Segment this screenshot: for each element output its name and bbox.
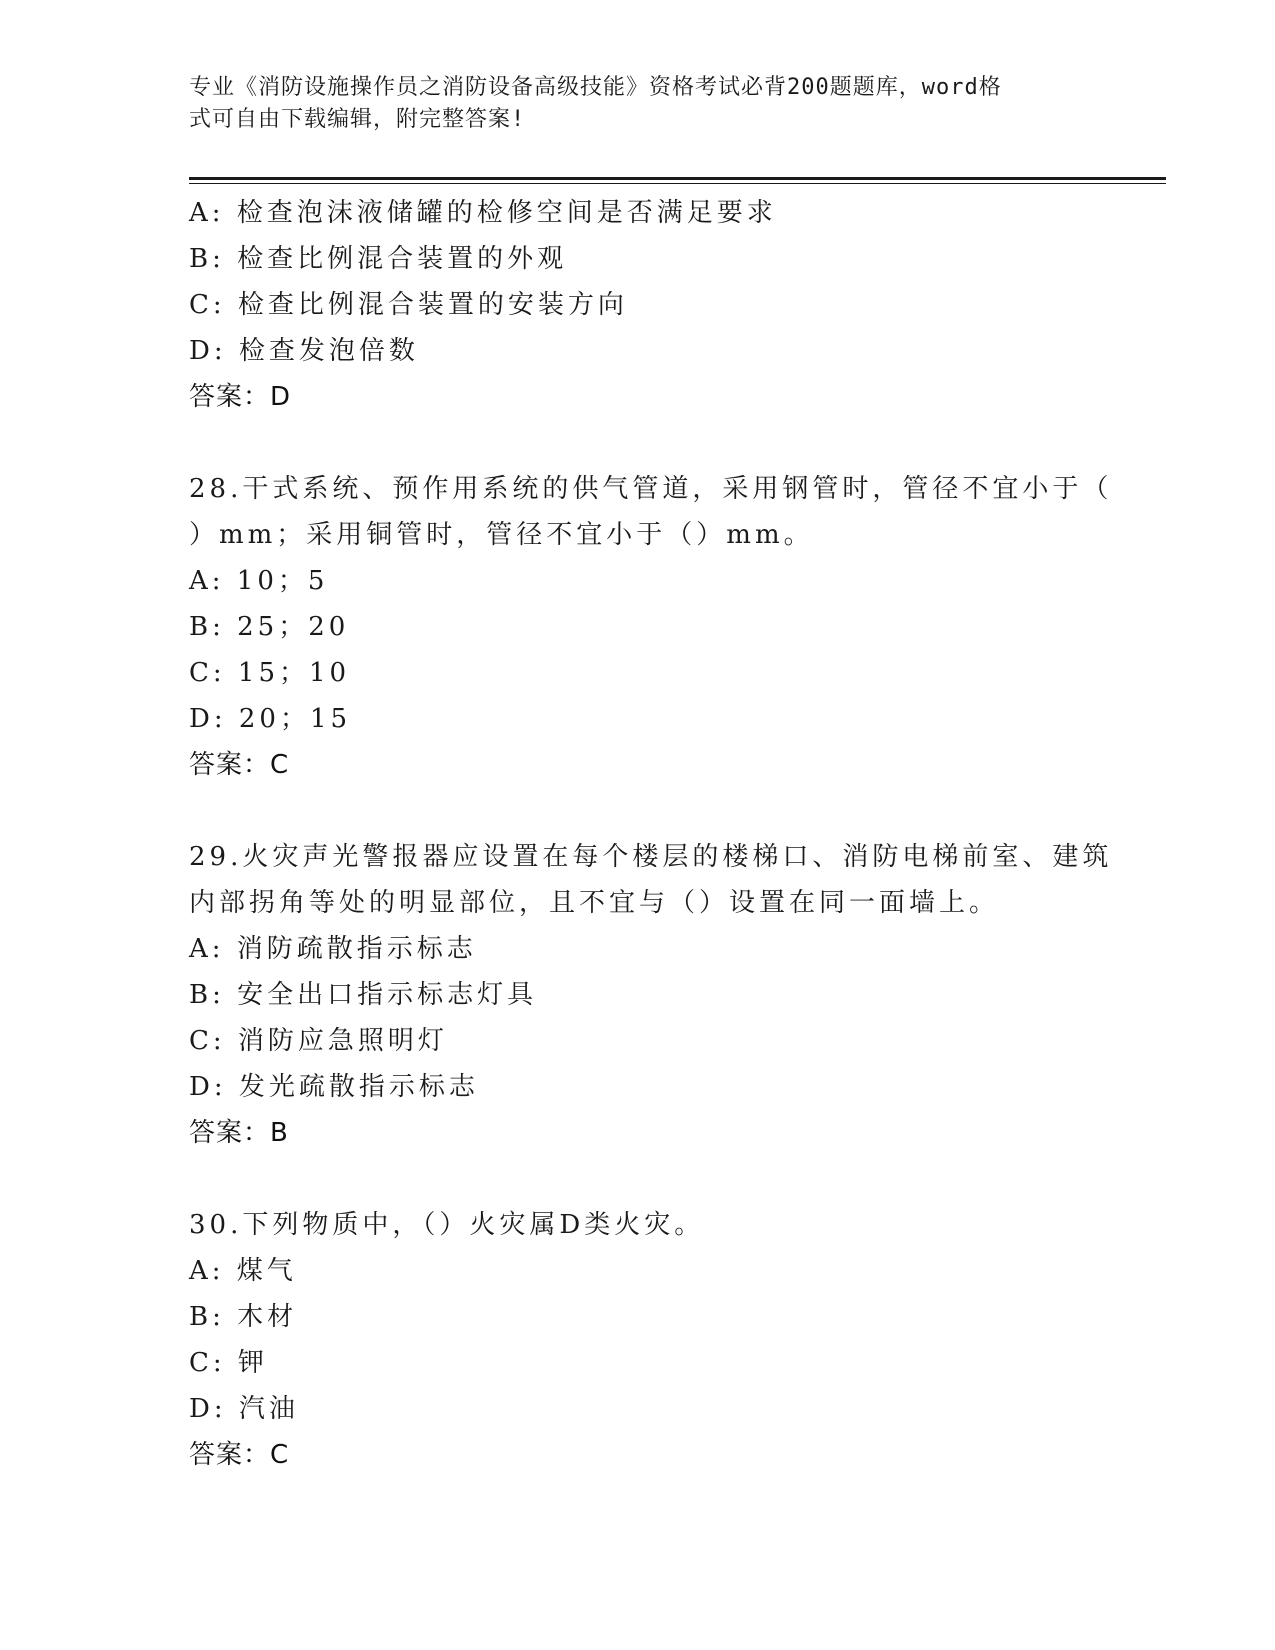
question-stem: 28.干式系统、预作用系统的供气管道，采用钢管时，管径不宜小于（ [189, 474, 1113, 504]
spacer [189, 1156, 1089, 1202]
option-b: B: 检查比例混合装置的外观 [189, 244, 568, 274]
question-stem: 30.下列物质中，（）火灾属D类火灾。 [189, 1210, 705, 1240]
answer-label: 答案：B [189, 1118, 289, 1148]
option-d: D: 检查发泡倍数 [189, 336, 419, 366]
option-c: C: 消防应急照明灯 [189, 1026, 448, 1056]
question-stem-cont: ）mm；采用铜管时，管径不宜小于（）mm。 [189, 520, 814, 550]
option-b: B: 安全出口指示标志灯具 [189, 980, 538, 1010]
option-d: D: 20；15 [189, 704, 352, 734]
question-stem-cont: 内部拐角等处的明显部位，且不宜与（）设置在同一面墙上。 [189, 888, 1000, 918]
question-stem: 29.火灾声光警报器应设置在每个楼层的楼梯口、消防电梯前室、建筑 [189, 842, 1113, 872]
option-b: B: 木材 [189, 1302, 298, 1332]
spacer [189, 420, 1089, 466]
option-a: A: 10；5 [189, 566, 329, 596]
header-rule-thick [189, 177, 1166, 180]
spacer [189, 788, 1089, 834]
option-a: A: 煤气 [189, 1256, 297, 1286]
answer-label: 答案：C [189, 750, 290, 780]
option-c: C: 15；10 [189, 658, 351, 688]
question-list [189, 190, 1113, 1478]
header-line-2: 式可自由下载编辑，附完整答案! [189, 107, 526, 132]
question-29 [189, 834, 1113, 1156]
option-d: D: 发光疏散指示标志 [189, 1072, 479, 1102]
answer-label: 答案：D [189, 382, 292, 412]
option-a: A: 检查泡沫液储罐的检修空间是否满足要求 [189, 198, 777, 228]
header-line-1: 专业《消防设施操作员之消防设备高级技能》资格考试必背200题题库，word格 [189, 75, 1002, 100]
option-b: B: 25；20 [189, 612, 350, 642]
option-a: A: 消防疏散指示标志 [189, 934, 477, 964]
document-header [189, 72, 1079, 136]
option-c: C: 钾 [189, 1348, 268, 1378]
answer-label: 答案：C [189, 1440, 290, 1470]
question-30 [189, 1202, 1089, 1478]
option-d: D: 汽油 [189, 1394, 299, 1424]
option-c: C: 检查比例混合装置的安装方向 [189, 290, 628, 320]
question-27 [189, 190, 1089, 420]
header-rule-thin [189, 183, 1166, 184]
question-28 [189, 466, 1113, 788]
